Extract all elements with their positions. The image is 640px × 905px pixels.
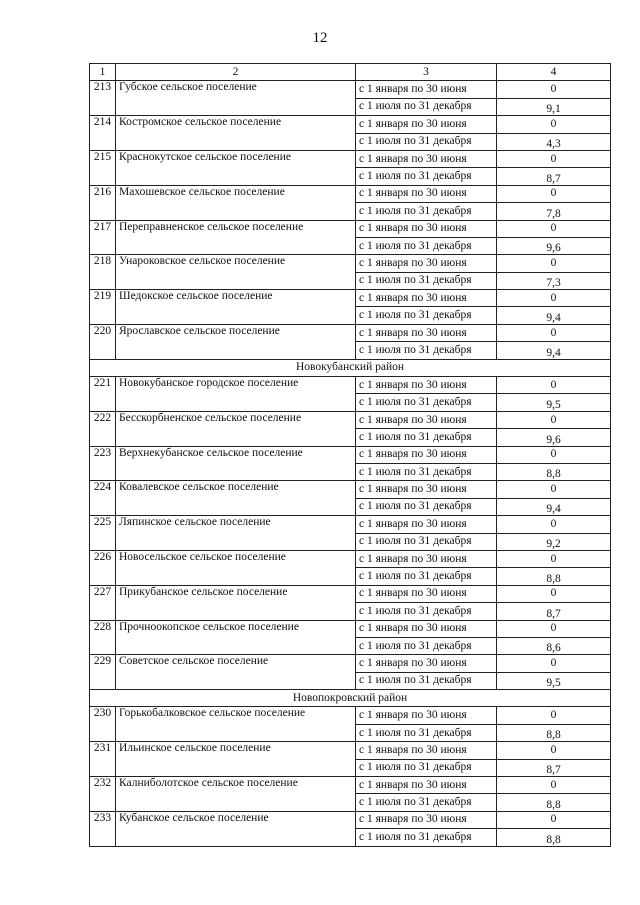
row-number: 227 bbox=[90, 585, 116, 620]
period-first-half: с 1 января по 30 июня bbox=[356, 811, 497, 828]
row-number: 213 bbox=[90, 81, 116, 116]
row-number: 215 bbox=[90, 150, 116, 185]
settlement-name: Прочноокопское сельское поселение bbox=[116, 620, 356, 655]
period-second-half: с 1 июля по 31 декабря bbox=[356, 637, 497, 654]
settlement-name: Советское сельское поселение bbox=[116, 655, 356, 690]
value-second-half: 9,4 bbox=[497, 307, 611, 324]
period-second-half: с 1 июля по 31 декабря bbox=[356, 672, 497, 689]
period-first-half: с 1 января по 30 июня bbox=[356, 255, 497, 272]
settlement-name: Новокубанское городское поселение bbox=[116, 377, 356, 412]
settlement-name: Ярославское сельское поселение bbox=[116, 324, 356, 359]
table-row bbox=[90, 516, 611, 533]
period-second-half: с 1 июля по 31 декабря bbox=[356, 533, 497, 550]
value-first-half: 0 bbox=[497, 116, 611, 133]
period-first-half: с 1 января по 30 июня bbox=[356, 377, 497, 394]
period-first-half: с 1 января по 30 июня bbox=[356, 620, 497, 637]
period-first-half: с 1 января по 30 июня bbox=[356, 411, 497, 428]
period-first-half: с 1 января по 30 июня bbox=[356, 324, 497, 341]
value-first-half: 0 bbox=[497, 811, 611, 828]
column-header: 2 bbox=[116, 64, 356, 81]
table-row bbox=[90, 81, 611, 98]
value-second-half: 9,5 bbox=[497, 394, 611, 411]
value-second-half: 8,8 bbox=[497, 829, 611, 846]
value-first-half: 0 bbox=[497, 481, 611, 498]
page-number: 12 bbox=[312, 30, 328, 46]
value-first-half: 0 bbox=[497, 255, 611, 272]
column-header: 1 bbox=[90, 64, 116, 81]
rates-table bbox=[89, 63, 611, 847]
value-second-half: 8,6 bbox=[497, 637, 611, 654]
value-second-half: 9,1 bbox=[497, 98, 611, 115]
period-second-half: с 1 июля по 31 декабря bbox=[356, 498, 497, 515]
value-first-half: 0 bbox=[497, 777, 611, 794]
settlement-name: Ковалевское сельское поселение bbox=[116, 481, 356, 516]
period-second-half: с 1 июля по 31 декабря bbox=[356, 429, 497, 446]
period-first-half: с 1 января по 30 июня bbox=[356, 446, 497, 463]
table-row bbox=[90, 116, 611, 133]
period-first-half: с 1 января по 30 июня bbox=[356, 290, 497, 307]
settlement-name: Губское сельское поселение bbox=[116, 81, 356, 116]
table-body bbox=[90, 81, 611, 846]
table-row bbox=[90, 150, 611, 167]
value-second-half: 8,7 bbox=[497, 603, 611, 620]
value-first-half: 0 bbox=[497, 81, 611, 98]
column-header: 3 bbox=[356, 64, 497, 81]
value-first-half: 0 bbox=[497, 742, 611, 759]
row-number: 224 bbox=[90, 481, 116, 516]
value-first-half: 0 bbox=[497, 550, 611, 567]
row-number: 230 bbox=[90, 707, 116, 742]
settlement-name: Краснокутское сельское поселение bbox=[116, 150, 356, 185]
value-second-half: 9,6 bbox=[497, 429, 611, 446]
table-row bbox=[90, 742, 611, 759]
table-row bbox=[90, 185, 611, 202]
row-number: 218 bbox=[90, 255, 116, 290]
row-number: 231 bbox=[90, 742, 116, 777]
row-number: 226 bbox=[90, 550, 116, 585]
settlement-name: Новосельское сельское поселение bbox=[116, 550, 356, 585]
table-row bbox=[90, 411, 611, 428]
district-row bbox=[90, 690, 611, 707]
period-first-half: с 1 января по 30 июня bbox=[356, 516, 497, 533]
period-first-half: с 1 января по 30 июня bbox=[356, 550, 497, 567]
period-first-half: с 1 января по 30 июня bbox=[356, 777, 497, 794]
table-row bbox=[90, 707, 611, 724]
row-number: 225 bbox=[90, 516, 116, 551]
period-first-half: с 1 января по 30 июня bbox=[356, 655, 497, 672]
table-row bbox=[90, 481, 611, 498]
settlement-name: Калниболотское сельское поселение bbox=[116, 777, 356, 812]
value-first-half: 0 bbox=[497, 377, 611, 394]
row-number: 217 bbox=[90, 220, 116, 255]
value-second-half: 8,8 bbox=[497, 724, 611, 741]
table-row bbox=[90, 290, 611, 307]
value-second-half: 7,8 bbox=[497, 203, 611, 220]
period-first-half: с 1 января по 30 июня bbox=[356, 220, 497, 237]
period-second-half: с 1 июля по 31 декабря bbox=[356, 394, 497, 411]
row-number: 232 bbox=[90, 777, 116, 812]
value-first-half: 0 bbox=[497, 655, 611, 672]
table-row bbox=[90, 811, 611, 828]
table-row bbox=[90, 777, 611, 794]
value-first-half: 0 bbox=[497, 411, 611, 428]
table-row bbox=[90, 550, 611, 567]
period-first-half: с 1 января по 30 июня bbox=[356, 481, 497, 498]
value-second-half: 4,3 bbox=[497, 133, 611, 150]
period-second-half: с 1 июля по 31 декабря bbox=[356, 133, 497, 150]
value-first-half: 0 bbox=[497, 290, 611, 307]
table-row bbox=[90, 446, 611, 463]
row-number: 214 bbox=[90, 116, 116, 151]
value-second-half: 8,8 bbox=[497, 463, 611, 480]
value-second-half: 9,2 bbox=[497, 533, 611, 550]
row-number: 220 bbox=[90, 324, 116, 359]
table-row bbox=[90, 324, 611, 341]
period-second-half: с 1 июля по 31 декабря bbox=[356, 724, 497, 741]
value-second-half: 8,7 bbox=[497, 168, 611, 185]
value-second-half: 7,3 bbox=[497, 272, 611, 289]
value-first-half: 0 bbox=[497, 150, 611, 167]
settlement-name: Горькобалковское сельское поселение bbox=[116, 707, 356, 742]
period-second-half: с 1 июля по 31 декабря bbox=[356, 603, 497, 620]
table-row bbox=[90, 585, 611, 602]
table-row bbox=[90, 620, 611, 637]
period-first-half: с 1 января по 30 июня bbox=[356, 742, 497, 759]
value-second-half: 9,6 bbox=[497, 237, 611, 254]
period-second-half: с 1 июля по 31 декабря bbox=[356, 759, 497, 776]
district-heading: Новопокровский район bbox=[90, 690, 611, 707]
period-second-half: с 1 июля по 31 декабря bbox=[356, 463, 497, 480]
period-second-half: с 1 июля по 31 декабря bbox=[356, 98, 497, 115]
value-second-half: 9,4 bbox=[497, 498, 611, 515]
settlement-name: Прикубанское сельское поселение bbox=[116, 585, 356, 620]
value-second-half: 8,7 bbox=[497, 759, 611, 776]
row-number: 219 bbox=[90, 290, 116, 325]
district-row bbox=[90, 359, 611, 376]
table-header-row bbox=[90, 64, 611, 81]
period-first-half: с 1 января по 30 июня bbox=[356, 185, 497, 202]
column-header: 4 bbox=[497, 64, 611, 81]
settlement-name: Костромское сельское поселение bbox=[116, 116, 356, 151]
settlement-name: Кубанское сельское поселение bbox=[116, 811, 356, 846]
table-row bbox=[90, 255, 611, 272]
period-second-half: с 1 июля по 31 декабря bbox=[356, 568, 497, 585]
value-first-half: 0 bbox=[497, 620, 611, 637]
value-first-half: 0 bbox=[497, 585, 611, 602]
district-heading: Новокубанский район bbox=[90, 359, 611, 376]
period-second-half: с 1 июля по 31 декабря bbox=[356, 168, 497, 185]
period-first-half: с 1 января по 30 июня bbox=[356, 150, 497, 167]
row-number: 228 bbox=[90, 620, 116, 655]
row-number: 221 bbox=[90, 377, 116, 412]
row-number: 222 bbox=[90, 411, 116, 446]
table-row bbox=[90, 220, 611, 237]
settlement-name: Ляпинское сельское поселение bbox=[116, 516, 356, 551]
settlement-name: Унароковское сельское поселение bbox=[116, 255, 356, 290]
table-row bbox=[90, 377, 611, 394]
period-second-half: с 1 июля по 31 декабря bbox=[356, 237, 497, 254]
period-second-half: с 1 июля по 31 декабря bbox=[356, 307, 497, 324]
value-first-half: 0 bbox=[497, 324, 611, 341]
value-second-half: 8,8 bbox=[497, 568, 611, 585]
value-second-half: 8,8 bbox=[497, 794, 611, 811]
period-first-half: с 1 января по 30 июня bbox=[356, 116, 497, 133]
table-row bbox=[90, 655, 611, 672]
settlement-name: Ильинское сельское поселение bbox=[116, 742, 356, 777]
settlement-name: Шедокское сельское поселение bbox=[116, 290, 356, 325]
period-first-half: с 1 января по 30 июня bbox=[356, 707, 497, 724]
period-second-half: с 1 июля по 31 декабря bbox=[356, 794, 497, 811]
value-first-half: 0 bbox=[497, 220, 611, 237]
value-second-half: 9,4 bbox=[497, 342, 611, 359]
row-number: 229 bbox=[90, 655, 116, 690]
settlement-name: Верхнекубанское сельское поселение bbox=[116, 446, 356, 481]
settlement-name: Махошевское сельское поселение bbox=[116, 185, 356, 220]
value-second-half: 9,5 bbox=[497, 672, 611, 689]
period-second-half: с 1 июля по 31 декабря bbox=[356, 203, 497, 220]
period-second-half: с 1 июля по 31 декабря bbox=[356, 272, 497, 289]
period-second-half: с 1 июля по 31 декабря bbox=[356, 342, 497, 359]
value-first-half: 0 bbox=[497, 185, 611, 202]
period-first-half: с 1 января по 30 июня bbox=[356, 81, 497, 98]
row-number: 216 bbox=[90, 185, 116, 220]
row-number: 223 bbox=[90, 446, 116, 481]
settlement-name: Переправненское сельское поселение bbox=[116, 220, 356, 255]
period-first-half: с 1 января по 30 июня bbox=[356, 585, 497, 602]
row-number: 233 bbox=[90, 811, 116, 846]
value-first-half: 0 bbox=[497, 707, 611, 724]
value-first-half: 0 bbox=[497, 516, 611, 533]
period-second-half: с 1 июля по 31 декабря bbox=[356, 829, 497, 846]
settlement-name: Бесскорбненское сельское поселение bbox=[116, 411, 356, 446]
value-first-half: 0 bbox=[497, 446, 611, 463]
